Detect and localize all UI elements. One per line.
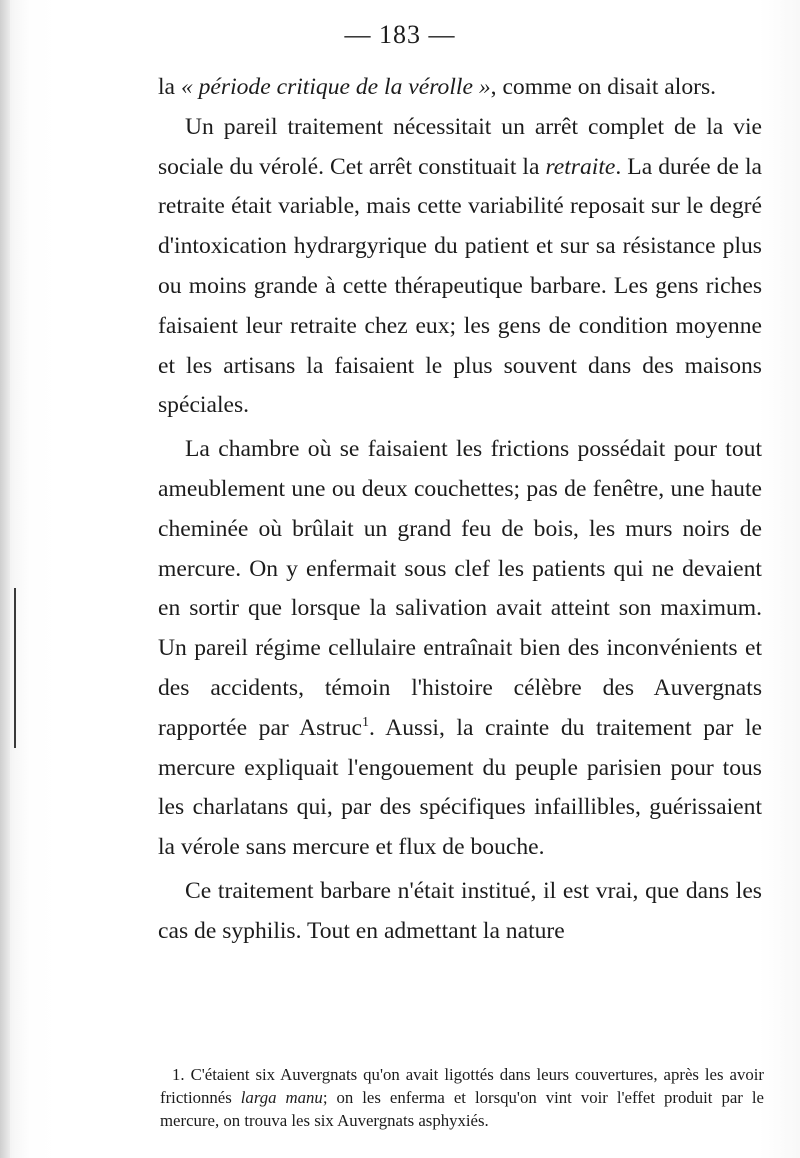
binding-edge (0, 0, 10, 1158)
footnote-text: 1. C'étaient six Auvergnats qu'on avait ligottés dans leurs couvertures, après les avoir frictionnés larga manu; on les enferma et lorsqu'on vint voir l'effet produit par le mercure, on trouva les six Auvergnats asphyxiés. (160, 1065, 764, 1130)
body-text (158, 68, 762, 952)
footnote-italic: larga manu (240, 1088, 323, 1107)
italic-phrase: « période critique de la vérolle » (180, 74, 491, 100)
footnote-marker: 1. (172, 1065, 185, 1084)
paragraph-1: la « période critique de la vérolle », comme on disait alors. (158, 74, 717, 100)
paragraph-2: Un pareil traitement nécessitait un arrêt complet de la vie sociale du vérolé. Cet arrêt constituait la retraite. La durée de la retraite était variable, mais cette variabilité reposait sur le degré d'intoxication hydrargyrique du patient et sur sa résistance plus ou moins grande à cette thérapeutique barbare. Les gens riches faisaient leur retraite chez eux; les gens de condition moyenne et les artisans la faisaient le plus souvent dans des maisons spéciales. (158, 113, 762, 419)
italic-term: retraite (545, 153, 616, 180)
footnote (160, 1063, 764, 1132)
margin-ink-mark (14, 588, 16, 748)
footnote-reference: 1 (362, 714, 369, 730)
paragraph-4: Ce traitement barbare n'était institué, il est vrai, que dans les cas de syphilis. Tout en admettant la nature (158, 877, 762, 944)
page-number: — 183 — (344, 20, 456, 49)
paragraph-3: La chambre où se faisaient les frictions possédait pour tout ameublement une ou deux couchettes; pas de fenêtre, une haute cheminée où brûlait un grand feu de bois, les murs noirs de mercure. On y enfermait sous clef les patients qui ne devaient en sortir que lorsque la salivation avait atteint son maximum. Un pareil régime cellulaire entraînait bien des inconvénients et des accidents, témoin l'histoire célèbre des Auvergnats rapportée par Astruc$^1$. Aussi, la crainte du traitement par le mercure expliquait l'engouement du peuple parisien pour tous les charlatans qui, par des spécifiques infaillibles, guérissaient la vérole sans mercure et flux de bouche. (158, 436, 762, 861)
